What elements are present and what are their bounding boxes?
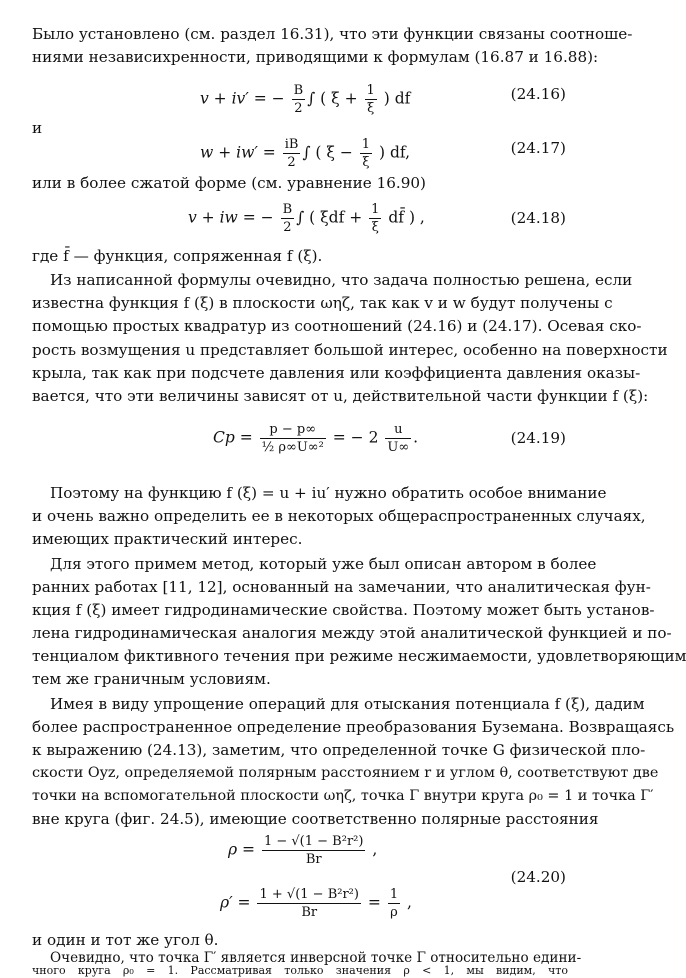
equation-24-20-rho-prime <box>220 886 412 921</box>
text-line: помощью простых квадратур из соотношений (24.16) и (24.17). Осевая ско- <box>32 317 642 335</box>
text-line: и очень важно определить ее в некоторых общераспространенных случаях, <box>32 507 646 525</box>
equation-lhs: v + iv′ = − <box>200 89 290 108</box>
text-line: и <box>32 119 43 137</box>
fraction-numerator: B <box>293 83 304 98</box>
text-line: и один и тот же угол θ. <box>32 931 219 949</box>
equation-tail: ) df, <box>374 143 410 162</box>
text-line: вне круга (фиг. 24.5), имеющие соответственно полярные расстояния <box>32 810 599 828</box>
equation-lhs: ρ′ = <box>220 893 256 912</box>
fraction-denominator: Br <box>301 905 318 920</box>
text-line: точки на вспомогательной плоскости ωηζ, точка Γ внутри круга ρ₀ = 1 и точка Γ′ <box>32 788 654 804</box>
equation-number: (24.16) <box>510 85 566 103</box>
text-line: ранних работах [11, 12], основанный на замечании, что аналитическая фун- <box>32 578 651 596</box>
text-line: Поэтому на функцию f (ξ) = u + iu′ нужно обратить особое внимание <box>50 484 607 502</box>
fraction-numerator: u <box>385 421 411 439</box>
fraction-denominator: ξ <box>371 220 379 235</box>
text-line: известна функция f (ξ) в плоскости ωηζ, так как v и w будут получены с <box>32 294 613 312</box>
equation-24-19 <box>213 421 418 456</box>
text-line: где f̄ — функция, сопряженная f (ξ). <box>32 247 323 265</box>
fraction-numerator: 1 + √(1 − B²r²) <box>259 887 359 902</box>
equation-number: (24.19) <box>510 429 566 447</box>
equation-tail: , <box>402 893 412 912</box>
text-line: имеющих практический интерес. <box>32 530 303 548</box>
text-line: Для этого примем метод, который уже был описан автором в более <box>50 555 597 573</box>
equation-24-16 <box>200 82 410 117</box>
equation-tail: , <box>367 840 378 859</box>
text-line: более распространенное определение преобразования Буземана. Возвращаясь <box>32 718 675 736</box>
fraction-numerator: iB <box>284 137 299 152</box>
text-line: Имея в виду упрощение операций для отыскания потенциала f (ξ), дадим <box>50 695 645 713</box>
fraction-numerator: 1 <box>361 137 371 152</box>
text-line: тем же граничным условиям. <box>32 670 271 688</box>
text-line: рость возмущения u представляет большой интерес, особенно на поверхности <box>32 341 668 359</box>
text-line: лена гидродинамическая аналогия между этой аналитической функцией и по- <box>32 624 672 642</box>
fraction-denominator: U∞ <box>387 440 410 455</box>
text-line: крыла, так как при подсчете давления или коэффициента давления оказы- <box>32 364 641 382</box>
text-line: кция f (ξ) имеет гидродинамические свойства. Поэтому может быть установ- <box>32 601 655 619</box>
text-line: скости Oyz, определяемой полярным расстоянием r и углом θ, соответствуют две <box>32 765 659 781</box>
equation-body: = − 2 <box>327 428 384 447</box>
equation-tail: ) df <box>378 89 411 108</box>
fraction-numerator: 1 <box>371 202 380 217</box>
equation-24-17 <box>200 136 410 171</box>
equation-number: (24.18) <box>510 209 566 227</box>
fraction-denominator: Br <box>305 852 322 867</box>
fraction-denominator: ½ ρ∞U∞² <box>261 440 324 455</box>
fraction-denominator: ξ <box>367 101 375 116</box>
equation-24-20-rho <box>228 833 377 868</box>
text-line: чного круга ρ₀ = 1. Рассматривая только значения ρ < 1, мы видим, что <box>32 964 568 977</box>
equation-body: ∫ ( ξdf + <box>296 208 368 227</box>
text-line: Очевидно, что точка Γ′ является инверсной точке Γ относительно едини- <box>50 950 582 966</box>
equation-lhs: Cp = <box>213 428 258 447</box>
fraction-denominator: 2 <box>294 101 303 116</box>
equation-lhs: v + iw = − <box>188 208 279 227</box>
equation-body: ∫ ( ξ + <box>307 89 363 108</box>
text-line: к выражению (24.13), заметим, что определенной точке G физической пло- <box>32 741 646 759</box>
fraction-numerator: 1 <box>366 83 375 98</box>
fraction-numerator: 1 − √(1 − B²r²) <box>263 834 364 849</box>
fraction-denominator: ρ <box>390 905 398 920</box>
text-line: Было установлено (см. раздел 16.31), что эти функции связаны соотноше- <box>32 25 633 43</box>
equation-lhs: w + iw′ = <box>200 143 281 162</box>
equation-tail: . <box>413 428 419 447</box>
equation-lhs: ρ = <box>228 840 260 859</box>
equation-body: = <box>362 893 386 912</box>
fraction-numerator: B <box>282 202 293 217</box>
text-line: Из написанной формулы очевидно, что задача полностью решена, если <box>50 271 633 289</box>
text-line: вается, что эти величины зависят от u, действительной части функции f (ξ): <box>32 387 649 405</box>
fraction-denominator: 2 <box>287 155 296 170</box>
fraction-numerator: 1 <box>389 887 399 902</box>
equation-24-18 <box>188 201 425 236</box>
page-number <box>30 962 32 963</box>
equation-number: (24.17) <box>510 139 566 157</box>
equation-body: ∫ ( ξ − <box>302 143 358 162</box>
text-line: тенциалом фиктивного течения при режиме несжимаемости, удовлетворяющим <box>32 647 686 665</box>
equation-tail: df̄ ) , <box>383 208 425 227</box>
fraction-denominator: 2 <box>283 220 292 235</box>
equation-number: (24.20) <box>510 868 566 886</box>
fraction-denominator: ξ <box>362 155 370 170</box>
fraction-numerator: p − p∞ <box>260 421 326 439</box>
text-line: или в более сжатой форме (см. уравнение 16.90) <box>32 174 426 192</box>
text-line: ниями независихренности, приводящими к формулам (16.87 и 16.88): <box>32 48 599 66</box>
